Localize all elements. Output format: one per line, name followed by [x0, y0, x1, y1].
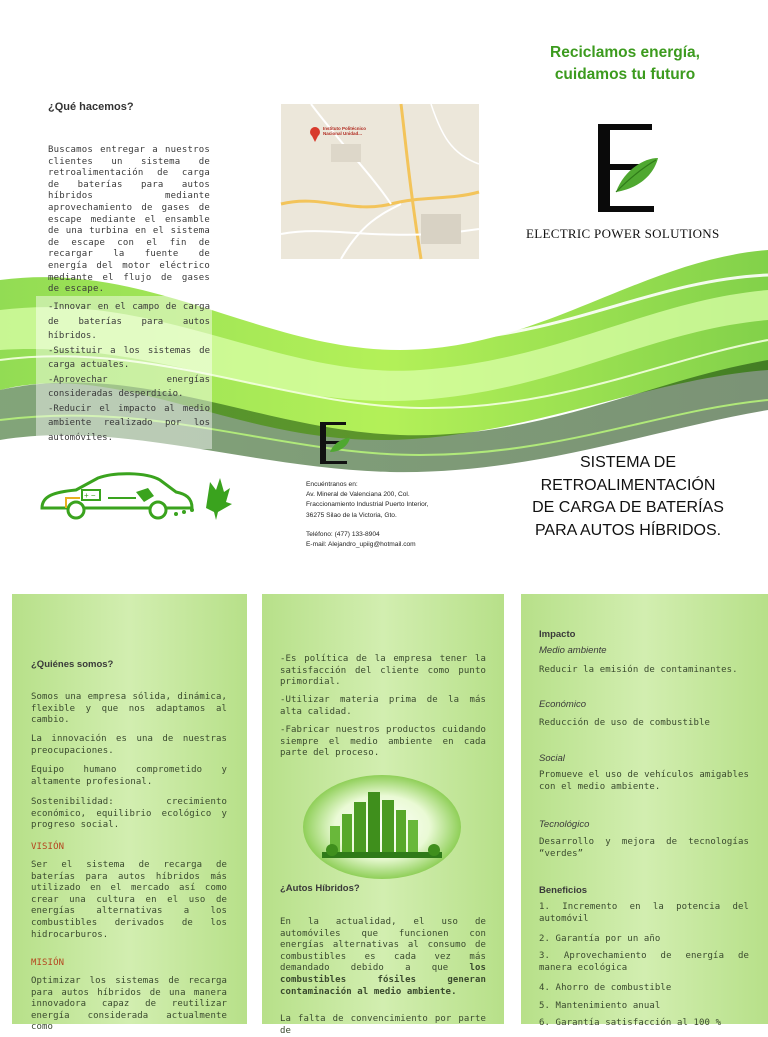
goal-item: -Aprovechar energías consideradas desperdicio.: [48, 374, 210, 399]
hybrid-car-illustration: [36, 468, 236, 528]
social-title: Social: [539, 753, 565, 764]
who-body: Somos una empresa sólida, dinámica, flexible y que nos adaptamos al cambio.: [31, 692, 227, 726]
vision-body: Ser el sistema de recarga de baterías para autos híbridos más utilizado en el mercado así como crear una cultura en el uso de energías alternativas a los combustibles derivados de los hidrocarburos.: [31, 860, 227, 940]
goal-item: -Reducir el impacto al medio ambiente realizado por los automóviles.: [48, 403, 210, 443]
green-city-illustration: [302, 774, 462, 880]
benefit-item: 3. Aprovechamiento de energía de manera ecológica: [539, 951, 749, 973]
contact-address-line: 36275 Silao de la Victoria, Gto.: [306, 511, 397, 519]
big-e-logo-icon: [590, 118, 660, 218]
title-line: SISTEMA DE: [579, 454, 677, 471]
environment-title: Medio ambiente: [539, 645, 607, 656]
goal-item: -Sustituir a los sistemas de carga actuales.: [48, 345, 210, 370]
location-map[interactable]: [281, 104, 479, 259]
benefit-item: 4. Ahorro de combustible: [539, 983, 672, 993]
hybrid-body-emphasis: contaminación al medio ambiente.: [280, 986, 457, 997]
title-line: RETROALIMENTACIÓN: [540, 476, 716, 494]
tech-body: Desarrollo y mejora de tecnologías “verdes”: [539, 837, 749, 859]
benefit-item: 2. Garantía por un año: [539, 934, 661, 944]
benefit-item: 6. Garantía satisfacción al 100 %: [539, 1018, 722, 1028]
slogan-line: Reciclamos energía,: [550, 44, 700, 61]
what-we-do-body: Buscamos entregar a nuestros clientes un sistema de retroalimentación de carga de baterías para autos híbridos mediante aprovechamiento de gases de escape mediante el ensamble de una turbina en el sistema de escape con el fin de recargar la fuente de energía del motor eléctrico mediante el flujo de gases de escape.: [48, 145, 210, 295]
panel-impact-benefits: [521, 594, 768, 1028]
brand-name: ELECTRIC POWER SOLUTIONS: [526, 226, 720, 241]
contact-phone: Teléfono: (477) 133-8904: [306, 530, 380, 538]
hybrid-body-emphasis: los combustibles fósiles generan: [280, 963, 486, 985]
contact-address-line: Av. Mineral de Valenciana 200, Col.: [306, 491, 410, 499]
goal-item: -Innovar en el campo de carga de baterías para autos híbridos.: [48, 302, 210, 341]
benefit-item: 5. Mantenimiento anual: [539, 1001, 661, 1011]
brand-logo: [520, 114, 733, 246]
hybrid-body-text: En la actualidad, el uso de automóviles que funcionen con energías alternativas al consumo de combustibles es cada vez más demandado debido a que: [280, 917, 486, 974]
small-e-logo: [316, 418, 352, 468]
innovation-text: La innovación es una de nuestras preocupaciones.: [31, 734, 227, 756]
slogan-line: cuidamos tu futuro: [554, 66, 696, 83]
policy-item: -Es política de la empresa tener la satisfacción del cliente como punto primordial.: [280, 654, 486, 688]
who-title: ¿Quiénes somos?: [31, 659, 114, 670]
economic-title: Económico: [539, 699, 586, 710]
contact-block: [306, 480, 496, 550]
brochure-main-title: [520, 452, 736, 542]
goals-list: [36, 296, 212, 449]
policy-item: -Utilizar materia prima de la más alta calidad.: [280, 695, 486, 717]
hybrid-more: La falta de convencimiento por parte de: [280, 1014, 486, 1036]
team-text: Equipo humano comprometido y altamente profesional.: [31, 765, 227, 787]
mission-title: MISIÓN: [31, 958, 65, 968]
title-line: PARA AUTOS HÍBRIDOS.: [534, 521, 722, 539]
hybrid-body: [280, 917, 486, 998]
hybrid-title: ¿Autos Híbridos?: [280, 883, 360, 894]
panel-about-us: [12, 594, 247, 1033]
environment-body: Reducir la emisión de contaminantes.: [539, 665, 738, 675]
vision-title: VISIÓN: [31, 842, 65, 852]
tech-title: Tecnológico: [539, 819, 590, 830]
contact-email[interactable]: E-mail: Alejandro_upiig@hotmail.com: [306, 541, 416, 549]
mission-body: Optimizar los sistemas de recarga para autos híbridos de una manera innovadora capaz de reutilizar energía considerada actualmente como: [31, 976, 227, 1033]
title-line: DE CARGA DE BATERÍAS: [532, 499, 724, 517]
contact-address-line: Fraccionamiento Industrial Puerto Interior,: [306, 501, 429, 509]
map-pin-label: Instituto Politécnico Nacional Unidad...: [323, 126, 367, 136]
benefits-title: Beneficios: [539, 885, 588, 896]
impact-title: Impacto: [539, 629, 576, 640]
what-we-do-title: ¿Qué hacemos?: [48, 101, 134, 113]
slogan: [505, 42, 745, 86]
benefit-item: 1. Incremento en la potencia del automóvil: [539, 902, 749, 924]
sustainability-text: Sostenibilidad: crecimiento económico, equilibrio ecológico y progreso social.: [31, 797, 227, 831]
economic-body: Reducción de uso de combustible: [539, 718, 711, 728]
social-body: Promueve el uso de vehículos amigables con el medio ambiente.: [539, 770, 749, 792]
contact-intro: Encuéntranos en:: [306, 481, 358, 488]
policy-item: -Fabricar nuestros productos cuidando siempre el medio ambiente en cada parte del proceso.: [280, 725, 486, 759]
svg-text:+ −: + −: [84, 491, 96, 500]
panel-policies: [262, 594, 504, 1036]
